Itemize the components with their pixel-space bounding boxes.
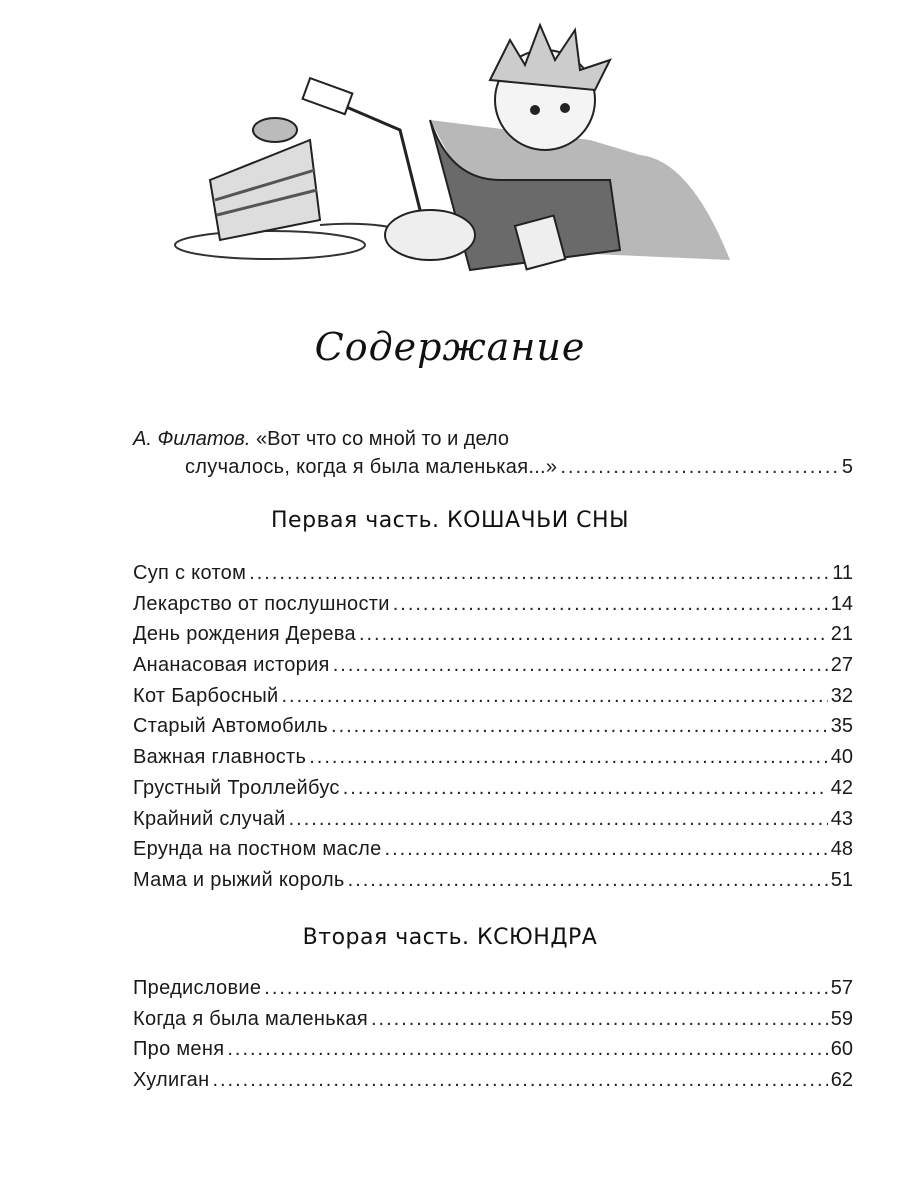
dot-leader [359,623,828,646]
toc-entry-title: Важная главность [133,746,307,769]
toc-entry[interactable] [133,593,853,624]
toc-entry[interactable] [133,685,853,716]
toc-entry-title: Хулиган [133,1069,210,1092]
toc-entry[interactable] [133,838,853,869]
dot-leader [227,1038,827,1061]
page-number: 42 [830,776,853,799]
toc-list-part-2 [133,977,853,1100]
page-title: Содержание [314,325,586,369]
page-number: 35 [830,715,853,738]
part-heading: Вторая часть. КСЮНДРА [302,925,598,950]
toc-entry[interactable] [133,715,853,746]
page-number: 48 [830,838,853,861]
intro-title-part-1: «Вот что со мной то и дело [256,428,509,450]
page-number: 62 [830,1069,853,1092]
page-number: 43 [830,807,853,830]
dot-leader [393,593,828,616]
page-number: 14 [830,592,853,615]
toc-entry[interactable] [133,977,853,1008]
dot-leader [309,746,828,769]
dot-leader [249,562,829,585]
dot-leader [343,777,828,800]
dot-leader [333,654,828,677]
boy-with-cake-illustration [170,20,730,290]
intro-line-1 [133,428,853,451]
dot-leader [264,977,827,1000]
page-number: 32 [830,684,853,707]
intro-title-part-2: случалось, когда я была маленькая...» [185,456,558,478]
toc-entry[interactable] [133,777,853,808]
toc-entry-title: Ананасовая история [133,654,330,677]
page-number: 40 [830,746,853,769]
page-number: 27 [830,654,853,677]
toc-entry[interactable] [133,1008,853,1039]
page-number: 59 [830,1007,853,1030]
toc-entry-title: Про меня [133,1038,225,1061]
page-number: 21 [830,623,853,646]
toc-entry-title: День рождения Дерева [133,623,356,646]
toc-entry[interactable] [133,654,853,685]
toc-entry-title: Крайний случай [133,807,286,830]
dot-leader [385,838,828,861]
toc-entry-title: Суп с котом [133,562,247,584]
intro-line-2[interactable] [185,456,853,487]
toc-entry[interactable] [133,808,853,839]
toc-entry[interactable] [133,623,853,654]
dot-leader [348,869,828,892]
toc-entry-title: Кот Барбосный [133,684,279,707]
toc-entry[interactable] [133,1069,853,1100]
dot-leader [560,456,839,479]
page-number: 11 [832,562,853,584]
toc-entry-title: Когда я была маленькая [133,1007,368,1030]
dot-leader [331,715,828,738]
page-number: 5 [841,456,853,478]
dot-leader [282,685,828,708]
toc-entry[interactable] [133,1038,853,1069]
toc-entry-title: Грустный Троллейбус [133,776,340,799]
toc-entry-title: Предисловие [133,977,262,999]
toc-entry-title: Ерунда на постном масле [133,838,382,861]
intro-author: А. Филатов. [133,428,251,450]
toc-entry-title: Лекарство от послушности [133,592,390,615]
dot-leader [371,1008,828,1031]
part-heading: Первая часть. КОШАЧЬИ СНЫ [270,508,629,533]
toc-entry[interactable] [133,869,853,900]
dot-leader [289,808,828,831]
dot-leader [212,1069,827,1092]
toc-entry[interactable] [133,562,853,593]
page-number: 51 [830,868,853,891]
toc-list-part-1 [133,562,853,900]
page-number: 57 [830,977,853,999]
toc-entry-title: Старый Автомобиль [133,715,329,738]
toc-entry-title: Мама и рыжий король [133,868,345,891]
page-number: 60 [830,1038,853,1061]
toc-entry[interactable] [133,746,853,777]
